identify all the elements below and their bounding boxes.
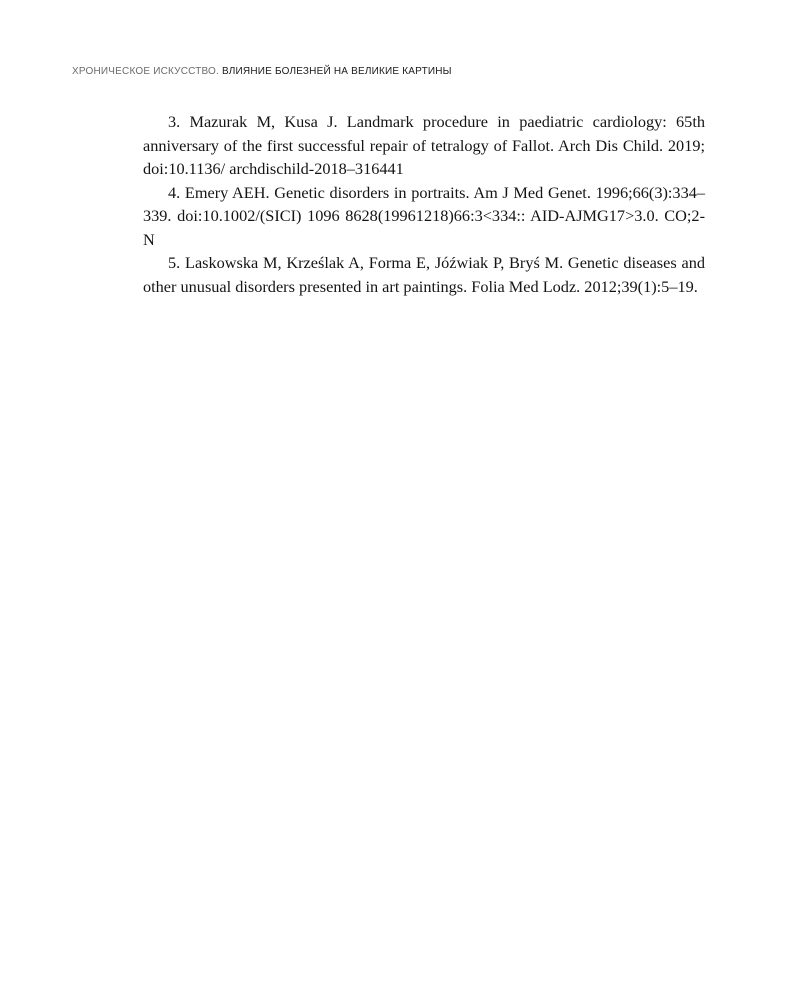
reference-item: 4. Emery AEH. Genetic disorders in portraits. Am J Med Genet. 1996;66(3):334–339. doi:10.1002/(SICI) 1096 8628(19961218)66:3<334:: AID-AJMG17>3.0. CO;2-N xyxy=(143,182,705,249)
series-title: ХРОНИЧЕСКОЕ ИСКУССТВО. xyxy=(72,66,220,77)
running-header xyxy=(72,66,452,78)
reference-list xyxy=(143,110,705,298)
reference-item: 3. Mazurak M, Kusa J. Landmark procedure in paediatric cardiology: 65th anniversary of the first successful repair of tetralogy of Fallot. Arch Dis Child. 2019; doi:10.1136/ archdischild-2018–316441 xyxy=(143,112,705,178)
reference-item: 5. Laskowska M, Krześlak A, Forma E, Jóźwiak P, Bryś M. Genetic diseases and other unusual disorders presented in art paintings. Folia Med Lodz. 2012;39(1):5–19. xyxy=(143,253,705,296)
book-title: ВЛИЯНИЕ БОЛЕЗНЕЙ НА ВЕЛИКИЕ КАРТИНЫ xyxy=(222,66,452,77)
